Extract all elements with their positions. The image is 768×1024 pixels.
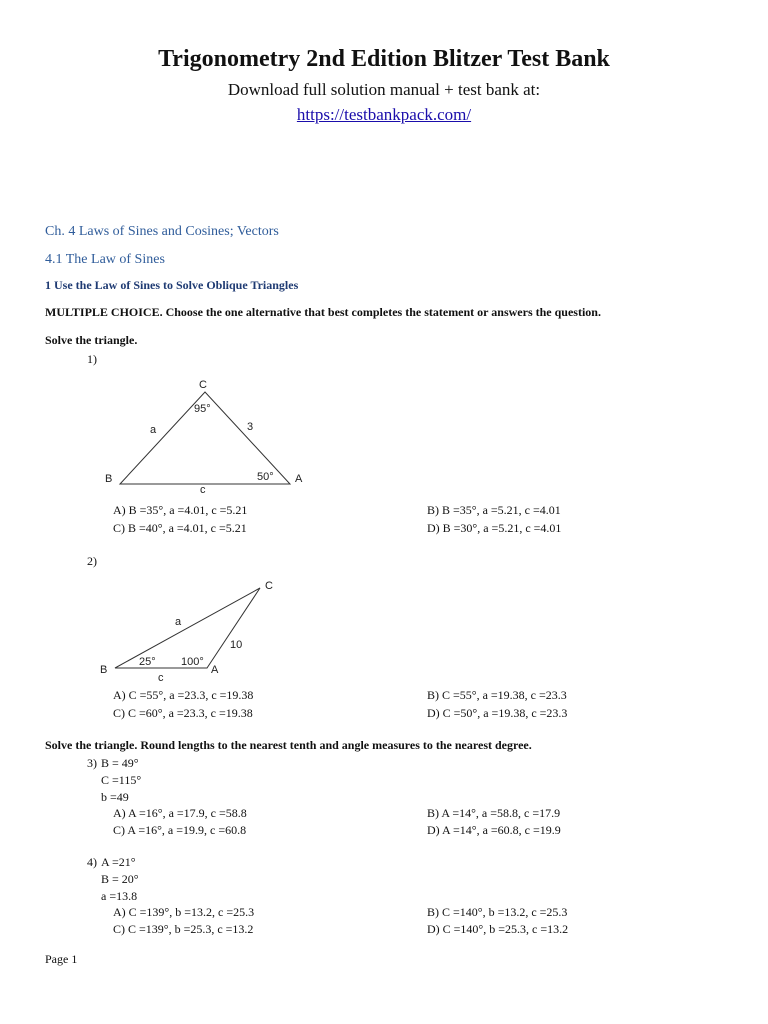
question-2-number: 2): [87, 554, 97, 568]
q2-choice-a: A) C =55°, a =23.3, c =19.38: [113, 688, 254, 702]
q2-choice-b: B) C =55°, a =19.38, c =23.3: [427, 688, 567, 702]
page-number: Page 1: [45, 952, 78, 966]
q3-choice-c: C) A =16°, a =19.9, c =60.8: [113, 823, 247, 837]
chapter-heading: Ch. 4 Laws of Sines and Cosines; Vectors: [45, 224, 279, 239]
download-link[interactable]: https://testbankpack.com/: [296, 105, 472, 124]
q4-choice-c: C) C =139°, b =25.3, c =13.2: [113, 922, 254, 936]
download-link-wrap: [0, 105, 768, 125]
angle-c-label: 95°: [194, 403, 211, 415]
q3-given-2: C =115°: [101, 773, 142, 787]
question-2-triangle-figure: [95, 575, 295, 685]
angle-b-label: 25°: [139, 656, 156, 668]
download-note: Download full solution manual + test bank at:: [227, 80, 541, 99]
side-b-label: 3: [247, 421, 254, 433]
q1-choice-c: C) B =40°, a =4.01, c =5.21: [113, 521, 247, 535]
section-heading: 4.1 The Law of Sines: [45, 252, 165, 267]
q4-given-1: A =21°: [101, 855, 136, 869]
document-title: Trigonometry 2nd Edition Blitzer Test Bank: [158, 46, 610, 72]
side-a-label: a: [175, 616, 182, 628]
question-1-triangle-figure: [95, 370, 320, 500]
prompt-solve-triangle: Solve the triangle.: [45, 333, 138, 347]
q4-choice-a: A) C =139°, b =13.2, c =25.3: [113, 905, 255, 919]
vertex-b-label: B: [100, 664, 108, 676]
q3-choice-a: A) A =16°, a =17.9, c =58.8: [113, 806, 247, 820]
q3-given-1: B = 49°: [101, 756, 139, 770]
prompt-solve-round: Solve the triangle. Round lengths to the nearest tenth and angle measures to the nearest degree.: [45, 738, 532, 752]
vertex-a-label: A: [295, 473, 303, 485]
angle-a-label: 100°: [181, 656, 204, 668]
q4-choice-d: D) C =140°, b =25.3, c =13.2: [427, 922, 569, 936]
q2-choice-c: C) C =60°, a =23.3, c =19.38: [113, 706, 253, 720]
q1-choice-a: A) B =35°, a =4.01, c =5.21: [113, 503, 248, 517]
question-1-number: 1): [87, 352, 97, 366]
angle-a-label: 50°: [257, 471, 274, 483]
instructions: MULTIPLE CHOICE. Choose the one alternative that best completes the statement or answers the question.: [45, 305, 601, 319]
question-4-number: 4): [87, 855, 97, 869]
side-b-label: 10: [230, 639, 243, 651]
q3-choice-d: D) A =14°, a =60.8, c =19.9: [427, 823, 561, 837]
vertex-c-label: C: [199, 379, 207, 391]
side-c-label: c: [200, 484, 206, 496]
vertex-a-label: A: [211, 664, 219, 676]
q4-given-2: B = 20°: [101, 872, 139, 886]
objective-heading: 1 Use the Law of Sines to Solve Oblique Triangles: [45, 278, 299, 292]
q2-choice-d: D) C =50°, a =19.38, c =23.3: [427, 706, 568, 720]
q1-choice-b: B) B =35°, a =5.21, c =4.01: [427, 503, 561, 517]
q4-given-3: a =13.8: [101, 889, 138, 903]
side-c-label: c: [158, 672, 164, 684]
q3-choice-b: B) A =14°, a =58.8, c =17.9: [427, 806, 561, 820]
q1-choice-d: D) B =30°, a =5.21, c =4.01: [427, 521, 562, 535]
q3-given-3: b =49: [101, 790, 129, 804]
vertex-b-label: B: [105, 473, 113, 485]
side-a-label: a: [150, 424, 157, 436]
question-3-number: 3): [87, 756, 97, 770]
q4-choice-b: B) C =140°, b =13.2, c =25.3: [427, 905, 568, 919]
vertex-c-label: C: [265, 580, 273, 592]
